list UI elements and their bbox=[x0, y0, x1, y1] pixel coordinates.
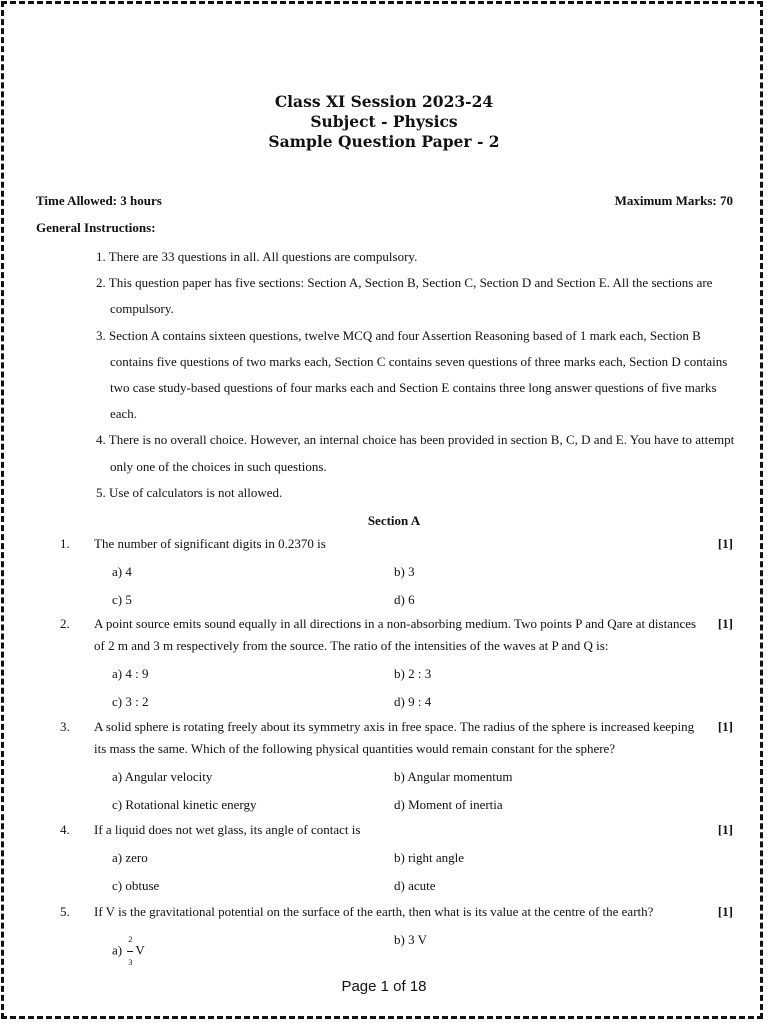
options-grid bbox=[112, 561, 733, 611]
option-d: d) Moment of inertia bbox=[394, 797, 503, 812]
question-number: 2. bbox=[60, 616, 70, 631]
header-subject: Subject - Physics bbox=[310, 112, 458, 131]
option-b: b) right angle bbox=[394, 850, 465, 865]
options-grid bbox=[112, 663, 733, 713]
question-text: If V is the gravitational potential on the surface of the earth, then what is its value at the centre of the earth? bbox=[94, 904, 654, 919]
instructions-list bbox=[96, 244, 736, 506]
maximum-marks: Maximum Marks: 70 bbox=[614, 193, 733, 208]
header-paper-title: Sample Question Paper - 2 bbox=[268, 132, 500, 151]
fraction-denominator: 3 bbox=[128, 958, 133, 967]
question-number: 4. bbox=[60, 822, 70, 837]
question-text: The number of significant digits in 0.2370 is bbox=[94, 536, 326, 551]
question-number: 5. bbox=[60, 904, 70, 919]
page-footer: Page 1 of 18 bbox=[341, 978, 427, 995]
option-c: c) 3 : 2 bbox=[112, 694, 149, 709]
instruction-item: 1. There are 33 questions in all. All questions are compulsory. bbox=[96, 249, 418, 264]
question-marks: [1] bbox=[717, 822, 733, 837]
question-text: If a liquid does not wet glass, its angle of contact is bbox=[94, 822, 361, 837]
question-5 bbox=[36, 901, 733, 974]
option-a: a) 4 : 9 bbox=[112, 666, 149, 681]
option-b: b) Angular momentum bbox=[394, 769, 513, 784]
fraction-numerator: 2 bbox=[127, 929, 133, 952]
options-grid bbox=[112, 766, 733, 816]
question-2 bbox=[36, 613, 733, 713]
paper-meta bbox=[36, 193, 733, 209]
option-b: b) 3 bbox=[394, 564, 415, 579]
instruction-item: 4. There is no overall choice. However, an internal choice has been provided in section B, C, D and E. You have to attempt only one of the choices in such questions. bbox=[96, 432, 735, 474]
paper-header bbox=[0, 92, 768, 152]
question-1 bbox=[36, 533, 733, 611]
option-d: d) acute bbox=[394, 878, 436, 893]
section-title: Section A bbox=[367, 513, 421, 528]
question-number: 3. bbox=[60, 719, 70, 734]
option-d: d) 9 : 4 bbox=[394, 694, 432, 709]
question-text: A point source emits sound equally in all directions in a non-absorbing medium. Two points P and Qare at distances of 2 m and 3 m respectively from the source. The ratio of the intensities of the waves at P and Q is: bbox=[94, 616, 697, 653]
time-allowed: Time Allowed: 3 hours bbox=[36, 193, 162, 208]
question-text: A solid sphere is rotating freely about its symmetry axis in free space. The radius of the sphere is increased keeping its mass the same. Which of the following physical quantities would remain constant for the sphere? bbox=[94, 719, 695, 756]
instruction-item: 5. Use of calculators is not allowed. bbox=[96, 484, 283, 500]
option-d: d) 6 bbox=[394, 592, 415, 607]
general-instructions-heading: General Instructions: bbox=[36, 220, 156, 235]
header-class-session: Class XI Session 2023-24 bbox=[274, 92, 494, 111]
option-a: a) zero bbox=[112, 850, 148, 865]
option-c: c) obtuse bbox=[112, 878, 160, 893]
option-a bbox=[112, 929, 394, 974]
question-3 bbox=[36, 716, 733, 816]
option-b: b) 3 V bbox=[394, 932, 427, 947]
options-grid bbox=[112, 929, 733, 974]
option-c: c) 5 bbox=[112, 592, 132, 607]
question-number: 1. bbox=[60, 536, 70, 551]
question-marks: [1] bbox=[717, 616, 733, 631]
question-marks: [1] bbox=[717, 536, 733, 551]
question-marks: [1] bbox=[717, 719, 733, 734]
option-c: c) Rotational kinetic energy bbox=[112, 797, 257, 812]
option-a: a) 4 bbox=[112, 564, 132, 579]
option-b: b) 2 : 3 bbox=[394, 666, 432, 681]
question-4 bbox=[36, 819, 733, 897]
fraction bbox=[127, 929, 133, 974]
option-a-unit: V bbox=[135, 942, 145, 958]
question-marks: [1] bbox=[717, 904, 733, 919]
option-a-label: a) bbox=[112, 942, 123, 958]
options-grid bbox=[112, 847, 733, 897]
option-a: a) Angular velocity bbox=[112, 769, 213, 784]
instruction-item: 2. This question paper has five sections: Section A, Section B, Section C, Section D and Section E. All the sections are compulsory. bbox=[96, 275, 713, 317]
instruction-item: 3. Section A contains sixteen questions, twelve MCQ and four Assertion Reasoning based of 1 mark each, Section B contains five questions of two marks each, Section C contains seven questions of three marks each, Section D contains two case study-based questions of four marks each and Section E contains three long answer questions of five marks each. bbox=[96, 327, 728, 422]
